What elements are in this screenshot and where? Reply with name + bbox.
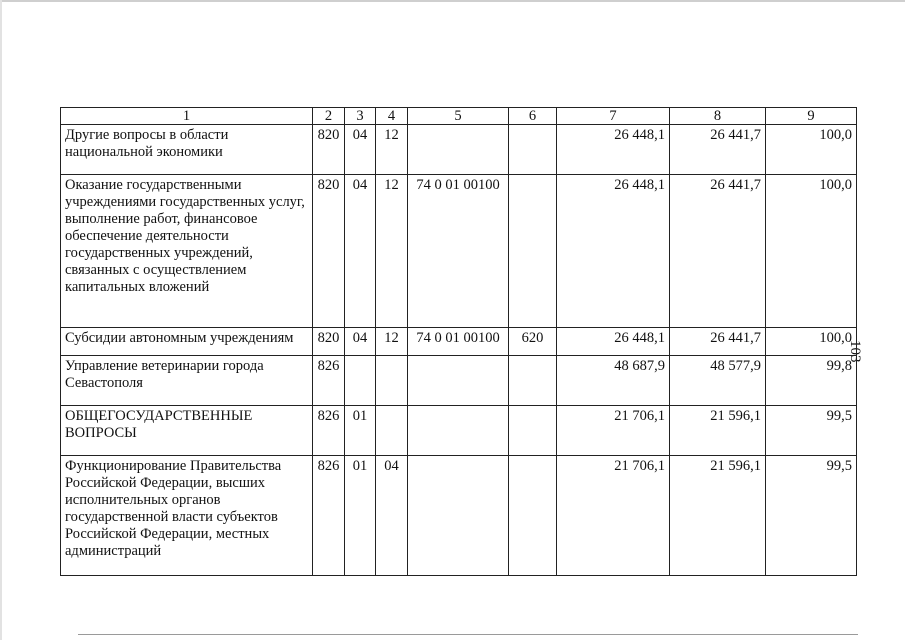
- cell-section: 01: [345, 406, 376, 456]
- cell-target-article: [408, 125, 509, 175]
- cell-expense-type: [509, 456, 557, 576]
- cell-target-article: [408, 456, 509, 576]
- cell-col8: 26 441,7: [670, 328, 766, 356]
- cell-col7: 26 448,1: [557, 175, 670, 328]
- cell-target-article: 74 0 01 00100: [408, 175, 509, 328]
- cell-section: [345, 356, 376, 406]
- cell-target-article: [408, 356, 509, 406]
- cell-section: 04: [345, 328, 376, 356]
- cell-section: 04: [345, 125, 376, 175]
- cell-col8: 48 577,9: [670, 356, 766, 406]
- cell-col9: 99,5: [766, 406, 857, 456]
- cell-ministry: 826: [313, 356, 345, 406]
- page-number: 103: [847, 340, 863, 363]
- row-name: Субсидии автономным учреждениям: [61, 328, 313, 356]
- table-row: [61, 456, 857, 576]
- scan-edge-top: [0, 0, 905, 2]
- table-row: [61, 406, 857, 456]
- cell-col7: 21 706,1: [557, 456, 670, 576]
- cell-target-article: 74 0 01 00100: [408, 328, 509, 356]
- table-row: [61, 356, 857, 406]
- cell-col9: 100,0: [766, 328, 857, 356]
- column-header: 2: [313, 108, 345, 125]
- cell-subsection: 12: [376, 328, 408, 356]
- cell-subsection: [376, 406, 408, 456]
- column-header: 1: [61, 108, 313, 125]
- cell-col8: 26 441,7: [670, 125, 766, 175]
- cell-expense-type: [509, 175, 557, 328]
- cell-expense-type: [509, 125, 557, 175]
- cell-col9: 99,8: [766, 356, 857, 406]
- cell-subsection: 04: [376, 456, 408, 576]
- cell-col8: 21 596,1: [670, 406, 766, 456]
- cell-col7: 26 448,1: [557, 125, 670, 175]
- cell-subsection: [376, 356, 408, 406]
- cell-col8: 26 441,7: [670, 175, 766, 328]
- cell-col7: 48 687,9: [557, 356, 670, 406]
- row-name: Управление ветеринарии города Севастополя: [61, 356, 313, 406]
- cell-ministry: 820: [313, 175, 345, 328]
- cell-expense-type: [509, 406, 557, 456]
- cell-ministry: 826: [313, 406, 345, 456]
- column-header: 6: [509, 108, 557, 125]
- column-header: 5: [408, 108, 509, 125]
- cell-section: 04: [345, 175, 376, 328]
- cell-col9: 100,0: [766, 125, 857, 175]
- table-row: [61, 328, 857, 356]
- cell-col7: 26 448,1: [557, 328, 670, 356]
- cell-section: 01: [345, 456, 376, 576]
- cell-ministry: 820: [313, 328, 345, 356]
- cell-subsection: 12: [376, 175, 408, 328]
- cell-col7: 21 706,1: [557, 406, 670, 456]
- table-row: [61, 175, 857, 328]
- cell-ministry: 826: [313, 456, 345, 576]
- cell-subsection: 12: [376, 125, 408, 175]
- column-header: 7: [557, 108, 670, 125]
- column-header: 8: [670, 108, 766, 125]
- cell-expense-type: [509, 356, 557, 406]
- row-name: Оказание государственными учреждениями государственных услуг, выполнение работ, финансовое обеспечение деятельности государственных учреждений, связанных с осуществлением капитальных вложений: [61, 175, 313, 328]
- cell-col9: 100,0: [766, 175, 857, 328]
- cell-col9: 99,5: [766, 456, 857, 576]
- column-header: 9: [766, 108, 857, 125]
- column-header: 3: [345, 108, 376, 125]
- row-name: Функционирование Правительства Российской Федерации, высших исполнительных органов государственной власти субъектов Российской Федерации, местных администраций: [61, 456, 313, 576]
- cell-target-article: [408, 406, 509, 456]
- budget-table: [60, 107, 857, 576]
- row-name: ОБЩЕГОСУДАРСТВЕННЫЕ ВОПРОСЫ: [61, 406, 313, 456]
- cell-expense-type: 620: [509, 328, 557, 356]
- cell-col8: 21 596,1: [670, 456, 766, 576]
- table-header-row: [61, 108, 857, 125]
- row-name: Другие вопросы в области национальной экономики: [61, 125, 313, 175]
- scan-edge-left: [0, 0, 2, 640]
- table-row: [61, 125, 857, 175]
- column-header: 4: [376, 108, 408, 125]
- scan-edge-bottom: [78, 634, 858, 635]
- cell-ministry: 820: [313, 125, 345, 175]
